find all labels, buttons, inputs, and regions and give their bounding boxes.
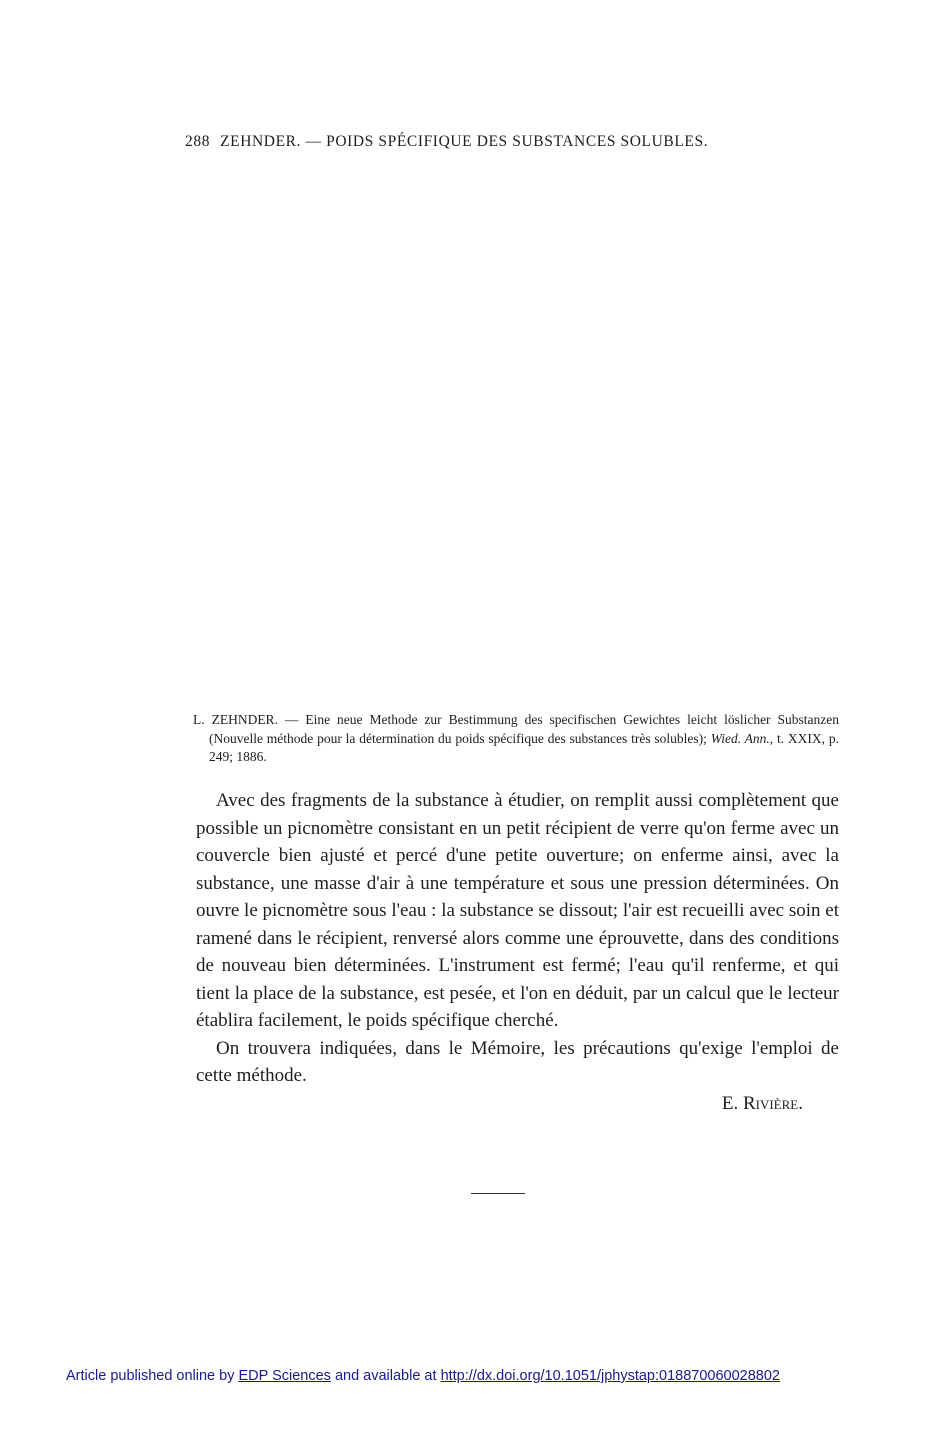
citation-journal: Wied. Ann.	[710, 730, 770, 746]
publisher-link[interactable]: EDP Sciences	[238, 1368, 331, 1384]
paragraph-1: Avec des fragments de la substance à étudier, on remplit aussi complètement que possible un picnomètre consistant en un petit récipient de verre qu'on ferme avec un couvercle bien ajusté et percé d'une petite ouverture; on enferme ainsi, avec la substance, une masse d'air à une température et sous une pression déterminées. On ouvre le picnomètre sous l'eau : la substance se dissout; l'air est recueilli avec soin et ramené dans le récipient, renversé alors comme une éprouvette, dans des conditions de nouveau bien déterminées. L'instrument est fermé; l'eau qu'il renferme, et qui tient la place de la substance, est pesée, et l'on en déduit, par un calcul que le lecteur établira facilement, le poids spécifique cherché.	[196, 790, 839, 1031]
page-number: 288	[185, 133, 211, 150]
author-signature: E. Rivière.	[721, 1092, 803, 1114]
bibliographic-citation	[193, 711, 839, 767]
paragraph-2: On trouvera indiquées, dans le Mémoire, les précautions qu'exige l'emploi de cette méthode.	[196, 1037, 839, 1086]
citation-dash: —	[277, 712, 306, 727]
publication-footer	[66, 1368, 866, 1384]
running-head	[185, 133, 805, 151]
footer-prefix: Article published online by	[66, 1368, 239, 1384]
section-divider	[471, 1193, 525, 1194]
citation-author: L. ZEHNDER.	[193, 712, 278, 727]
article-body	[196, 787, 839, 1117]
citation-text: Eine neue Methode zur Bestimmung des specifischen Gewichtes leicht löslicher Substanzen (Nouvelle méthode pour la détermination du poids spécifique des substances très solubles);	[209, 712, 839, 746]
doi-link[interactable]: http://dx.doi.org/10.1051/jphystap:018870060028802	[440, 1368, 780, 1384]
citation-volume: , t. XXIX, p. 249; 1886.	[209, 730, 839, 764]
running-title: ZEHNDER. — POIDS SPÉCIFIQUE DES SUBSTANCES SOLUBLES.	[220, 133, 709, 150]
footer-middle: and available at	[330, 1368, 441, 1384]
